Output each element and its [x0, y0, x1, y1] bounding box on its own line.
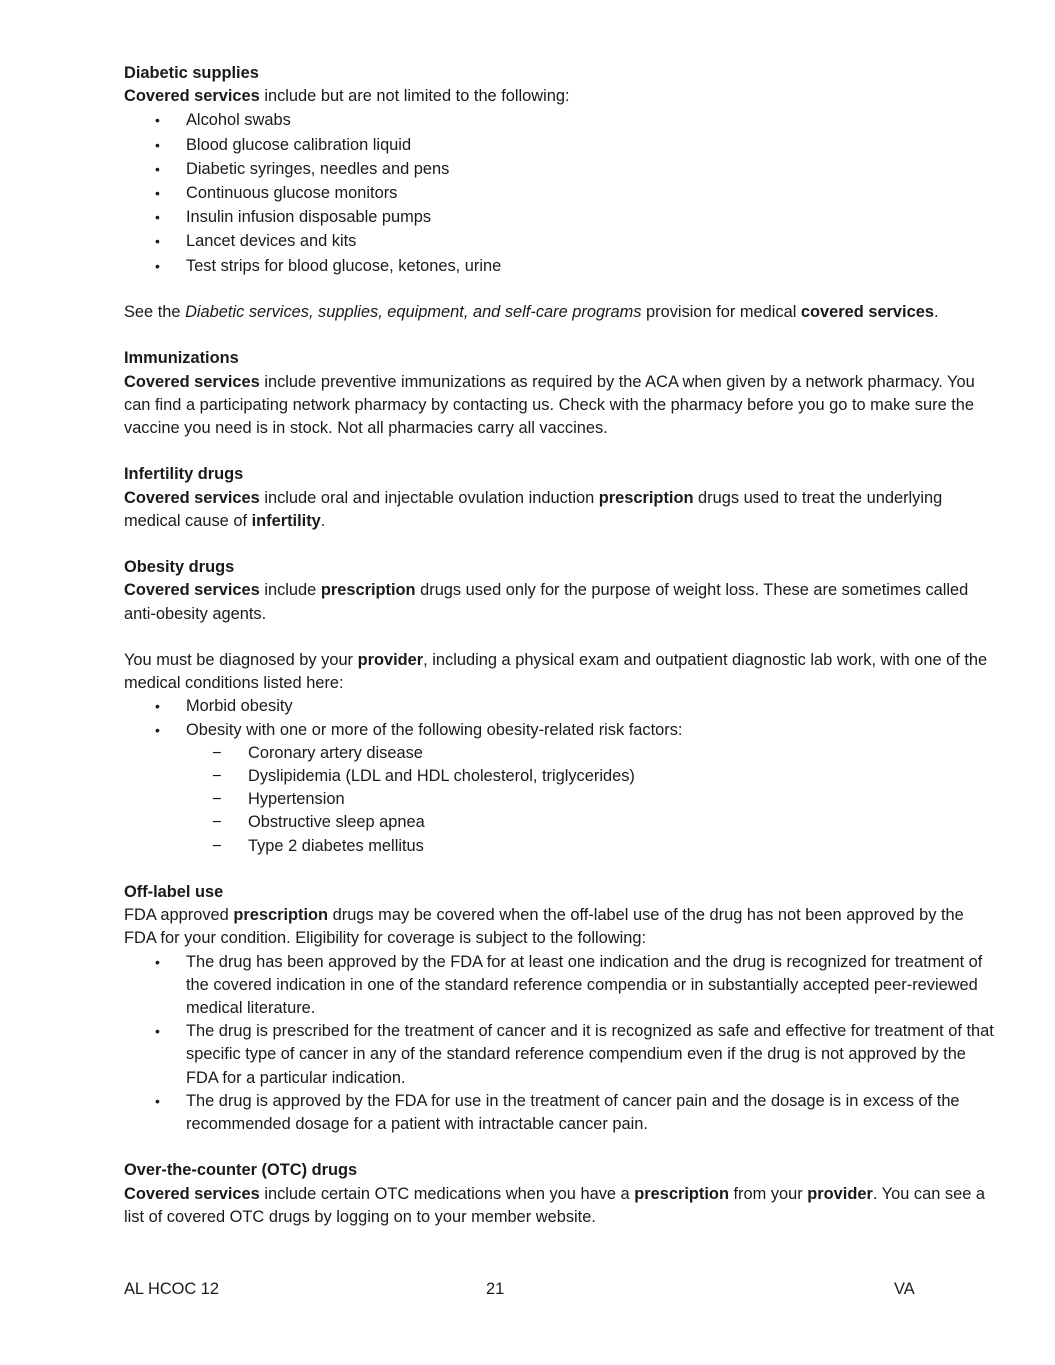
- section-body: FDA approved prescription drugs may be covered when the off-label use of the drug has not been approved by the FDA for your condition. Eligibility for coverage is subject to the following:: [124, 906, 964, 948]
- section-heading: Immunizations: [124, 349, 239, 368]
- obesity-diagnosis: [124, 649, 994, 858]
- list-item: • Lancet devices and kits: [186, 229, 994, 253]
- bullet-icon: •: [155, 209, 160, 226]
- bullet-icon: •: [155, 160, 160, 177]
- obesity-conditions-list: [124, 695, 994, 857]
- page-number: 21: [486, 1280, 505, 1298]
- page-footer: [124, 1280, 916, 1304]
- list-item: − Dyslipidemia (LDL and HDL cholesterol, triglycerides): [248, 765, 994, 788]
- section-otc-drugs: [124, 1159, 994, 1229]
- list-item: • Morbid obesity: [186, 695, 994, 718]
- section-immunizations: [124, 347, 994, 440]
- cross-reference: Diabetic services, supplies, equipment, and self-care programs: [185, 303, 642, 322]
- bullet-icon: •: [155, 233, 160, 250]
- section-heading: Over-the-counter (OTC) drugs: [124, 1161, 358, 1180]
- bullet-icon: •: [155, 953, 160, 970]
- bullet-icon: •: [155, 698, 160, 715]
- list-item: • Continuous glucose monitors: [186, 181, 994, 205]
- list-item: • Blood glucose calibration liquid: [186, 133, 994, 157]
- diabetic-supplies-list: [124, 108, 994, 277]
- bullet-icon: •: [155, 1023, 160, 1040]
- bullet-icon: •: [155, 136, 160, 153]
- risk-factor-list: [186, 742, 994, 858]
- section-obesity-drugs: [124, 556, 994, 626]
- list-item: • The drug is approved by the FDA for use in the treatment of cancer pain and the dosage is in excess of the recommended dosage for a patient with intractable cancer pain.: [155, 1091, 960, 1134]
- dash-icon: −: [212, 813, 222, 832]
- dash-icon: −: [212, 743, 222, 762]
- diagnosis-text: You must be diagnosed by your provider, including a physical exam and outpatient diagnostic lab work, with one of the medical conditions listed here:: [124, 651, 988, 693]
- section-body: Covered services include oral and injectable ovulation induction prescription drugs used to treat the underlying medical cause of infertility.: [124, 488, 943, 530]
- bullet-icon: •: [155, 257, 160, 274]
- bullet-icon: •: [155, 721, 160, 738]
- list-item: • Test strips for blood glucose, ketones, urine: [186, 254, 994, 278]
- list-item: • The drug has been approved by the FDA for at least one indication and the drug is recognized for treatment of the covered indication in one of the standard reference compendia or in substantially accepted peer-reviewed medical literature.: [155, 952, 983, 1018]
- list-item: • Insulin infusion disposable pumps: [186, 205, 994, 229]
- section-body: Covered services include prescription drugs used only for the purpose of weight loss. These are sometimes called anti-obesity agents.: [124, 581, 969, 623]
- bullet-icon: •: [155, 1092, 160, 1109]
- list-item: • The drug is prescribed for the treatment of cancer and it is recognized as safe and effective for treatment of that specific type of cancer in any of the standard reference compendium even if the drug is not approved by the FDA for a particular indication.: [155, 1022, 994, 1087]
- footer-state-code: VA: [894, 1280, 915, 1298]
- footer-document-code: AL HCOC 12: [124, 1280, 220, 1298]
- list-item: • Alcohol swabs: [186, 108, 994, 132]
- dash-icon: −: [212, 836, 222, 855]
- section-heading: Infertility drugs: [124, 465, 244, 484]
- dash-icon: −: [212, 767, 222, 786]
- bullet-icon: •: [155, 112, 160, 129]
- bullet-icon: •: [155, 185, 160, 202]
- list-item: • Diabetic syringes, needles and pens: [186, 157, 994, 181]
- document-page: [124, 62, 994, 1252]
- section-body: Covered services include certain OTC medications when you have a prescription from your provider. You can see a list of covered OTC drugs by logging on to your member website.: [124, 1184, 985, 1226]
- list-item: − Type 2 diabetes mellitus: [248, 835, 994, 858]
- section-off-label-use: [124, 881, 994, 1136]
- section-heading: Obesity drugs: [124, 558, 235, 577]
- diabetic-see-also: See the Diabetic services, supplies, equipment, and self-care programs provision for medical covered services.: [124, 303, 939, 322]
- section-infertility-drugs: [124, 463, 994, 533]
- off-label-conditions-list: [124, 951, 994, 1137]
- list-item: − Coronary artery disease: [248, 742, 994, 765]
- list-item: • Obesity with one or more of the following obesity-related risk factors: − Coronary artery disease − Dyslipidemia (LDL and HDL cholesterol, triglycerides) − Hypertension − Obstructive sleep apnea − Type 2 diabetes mellitus: [186, 719, 994, 858]
- section-heading: Diabetic supplies: [124, 64, 259, 82]
- section-diabetic-supplies: [124, 62, 994, 278]
- section-intro: Covered services include but are not limited to the following:: [124, 87, 570, 106]
- section-heading: Off-label use: [124, 883, 224, 902]
- list-item: − Hypertension: [248, 788, 994, 811]
- dash-icon: −: [212, 790, 222, 809]
- list-item: − Obstructive sleep apnea: [248, 811, 994, 834]
- section-body: Covered services include preventive immunizations as required by the ACA when given by a network pharmacy. You can find a participating network pharmacy by contacting us. Check with the pharmacy before you go to make sure the vaccine you need is in stock. Not all pharmacies carry all vaccines.: [124, 372, 975, 438]
